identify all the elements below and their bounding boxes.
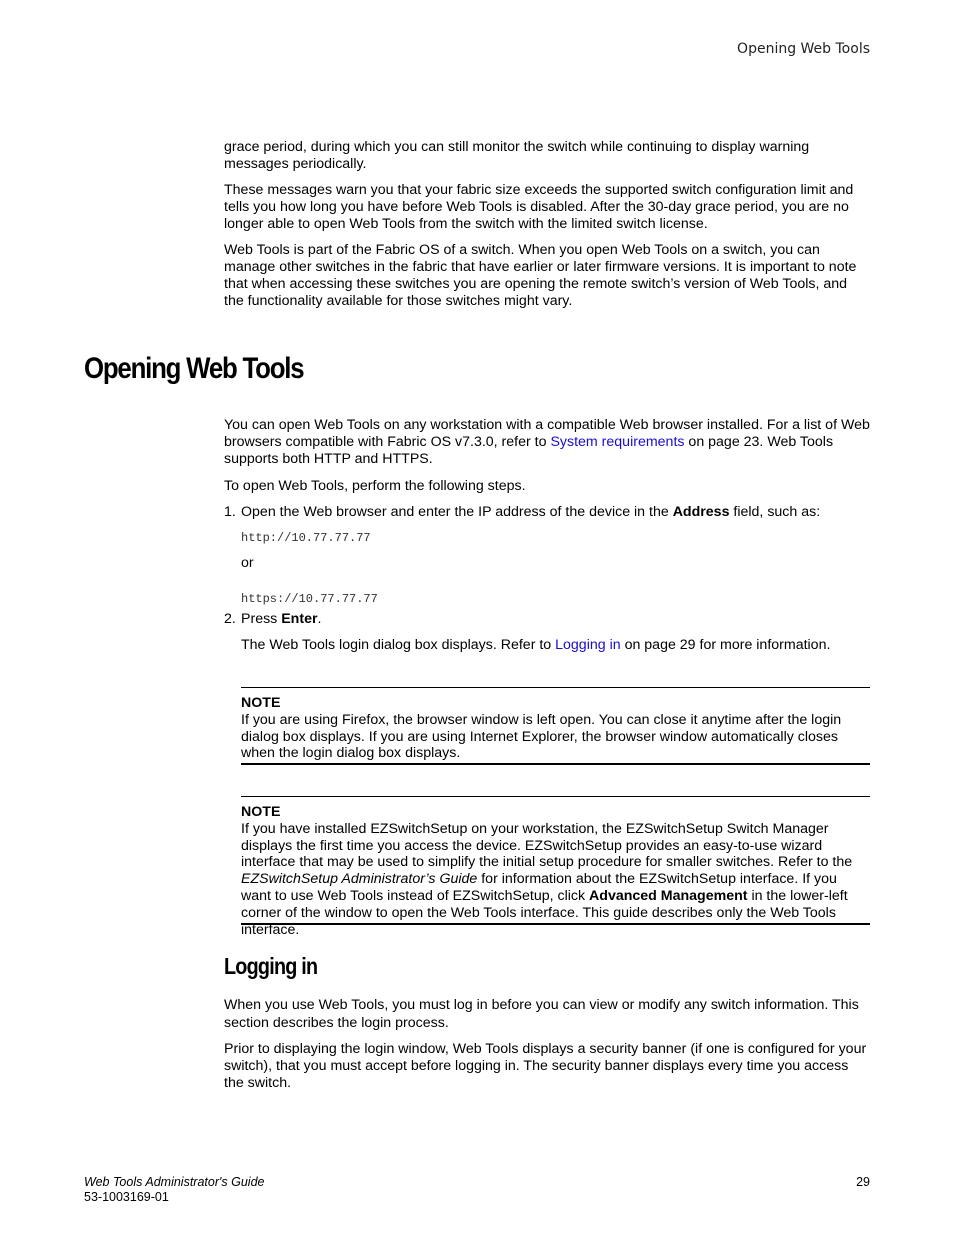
step-2-text-b: . xyxy=(317,611,322,627)
note-box-firefox xyxy=(241,687,870,765)
opening-text-1-b: on page 23. Web Tools supports both HTTP and HTTPS. xyxy=(224,434,834,467)
opening-text-1-a: You can open Web Tools on any workstation with a compatible Web browser installed. For a list of Web browsers compatible with Fabric OS v7.3.0, refer to xyxy=(224,417,870,450)
intro-paragraph-2 xyxy=(224,182,870,233)
step-2-result xyxy=(241,637,870,654)
logging-text-1: When you use Web Tools, you must log in before you can view or modify any switch information. This section describes the login process. xyxy=(224,997,859,1031)
opening-paragraph-2 xyxy=(224,478,870,495)
step-2-result-b: on page 29 for more information. xyxy=(620,637,831,653)
note-label: NOTE xyxy=(241,695,281,711)
step-2-text-a: Press xyxy=(241,611,282,627)
footer-guide-title: Web Tools Administrator's Guide xyxy=(84,1175,265,1189)
note-2-text-a: If you have installed EZSwitchSetup on your workstation, the EZSwitchSetup Switch Manager displays the first time you access the device. EZSwitchSetup provides an easy-to-use wizard interface that may be used to simplify the initial setup procedure for smaller switches. Refer to the xyxy=(241,820,853,871)
opening-paragraph-1 xyxy=(224,417,870,468)
section-heading-opening-web-tools: Opening Web Tools xyxy=(84,352,304,385)
step-1-number: 1. xyxy=(224,504,236,520)
intro-paragraph-1 xyxy=(224,139,870,173)
logging-in-link[interactable]: Logging in xyxy=(555,637,621,653)
logging-paragraph-1 xyxy=(224,997,870,1032)
note-2-text-c: in the lower-left corner of the window to open the Web Tools interface. This guide describes only the Web Tools interface. xyxy=(241,887,848,938)
address-field-term: Address xyxy=(672,504,730,520)
note-text-firefox: If you are using Firefox, the browser window is left open. You can close it anytime after the login dialog box displays. If you are using Internet Explorer, the browser window automatically closes when the login dialog box displays. xyxy=(241,711,842,762)
step-1-text xyxy=(241,504,870,521)
opening-text-1 xyxy=(224,417,870,468)
code-http-address: http://10.77.77.77 xyxy=(241,531,371,545)
step-2-text xyxy=(241,611,870,628)
intro-text-1: grace period, during which you can still monitor the switch while continuing to display warning messages periodically. xyxy=(224,139,810,172)
system-requirements-link[interactable]: System requirements xyxy=(550,434,685,450)
intro-text-3: Web Tools is part of the Fabric OS of a switch. When you open Web Tools on a switch, you can manage other switches in the fabric that have earlier or later firmware versions. It is important to note that when accessing these switches you are opening the remote switch’s version of Web Tools, and the functionality available for those switches might vary. xyxy=(224,242,857,309)
note-box-ezswitchsetup xyxy=(241,796,870,938)
step-1-text-a: Open the Web browser and enter the IP address of the device in the xyxy=(241,504,673,520)
ezswitchsetup-guide-title: EZSwitchSetup Administrator’s Guide xyxy=(241,871,478,888)
code-https-address: https://10.77.77.77 xyxy=(241,592,378,606)
running-header: Opening Web Tools xyxy=(737,41,870,57)
footer-page-number: 29 xyxy=(856,1175,870,1189)
logging-text-2: Prior to displaying the login window, Web Tools displays a security banner (if one is configured for your switch), that you must accept before logging in. The security banner displays every time you access the switch. xyxy=(224,1041,867,1091)
step-1-text-b: field, such as: xyxy=(729,504,821,520)
opening-text-2: To open Web Tools, perform the following steps. xyxy=(224,478,526,494)
logging-paragraph-2 xyxy=(224,1041,870,1092)
or-text: or xyxy=(241,555,254,571)
step-2-number: 2. xyxy=(224,611,236,627)
note-label: NOTE xyxy=(241,804,281,820)
intro-paragraph-3 xyxy=(224,242,870,310)
step-2-result-a: The Web Tools login dialog box displays. Refer to xyxy=(241,637,556,653)
note-text-ezswitchsetup xyxy=(241,821,870,939)
enter-key-term: Enter xyxy=(281,611,318,627)
advanced-management-term: Advanced Management xyxy=(589,887,748,904)
intro-text-2: These messages warn you that your fabric size exceeds the supported switch configuration limit and tells you how long you have before Web Tools is disabled. After the 30-day grace period, you are no longer able to open Web Tools from the switch with the limited switch license. xyxy=(224,182,854,232)
section-heading-logging-in: Logging in xyxy=(224,953,318,979)
note-2-text-b: for information about the EZSwitchSetup interface. If you want to use Web Tools instead of EZSwitchSetup, click xyxy=(241,871,837,904)
footer-doc-number: 53-1003169-01 xyxy=(84,1190,169,1204)
